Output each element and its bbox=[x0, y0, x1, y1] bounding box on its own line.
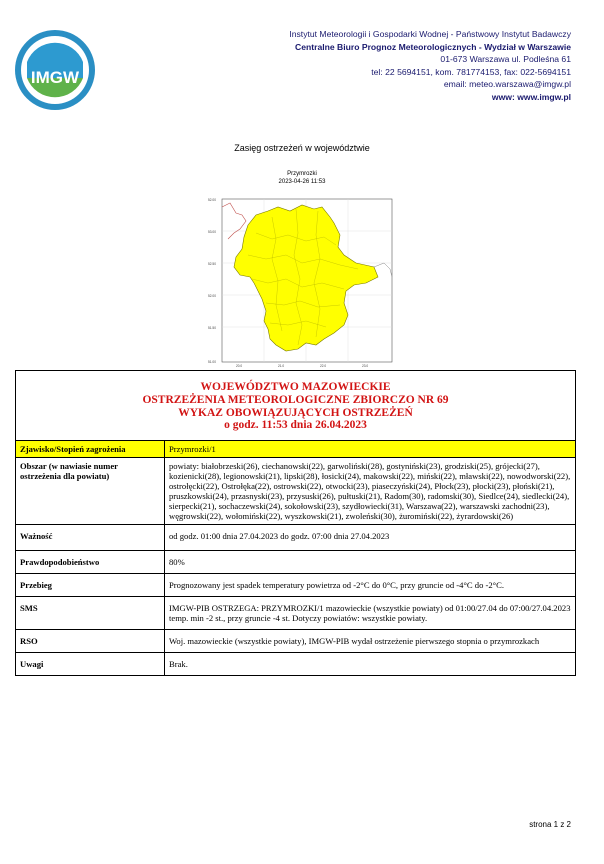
page-number: strona 1 z 2 bbox=[529, 820, 571, 829]
svg-text:21.0: 21.0 bbox=[278, 364, 285, 368]
svg-text:22.0: 22.0 bbox=[320, 364, 327, 368]
svg-text:52.00: 52.00 bbox=[208, 294, 216, 298]
row-value: od godz. 01:00 dnia 27.04.2023 do godz. 07:00 dnia 27.04.2023 bbox=[165, 525, 576, 551]
address: 01-673 Warszawa ul. Podleśna 61 bbox=[440, 54, 571, 65]
row-value: Przymrozki/1 bbox=[165, 441, 576, 458]
row-value: IMGW-PIB OSTRZEGA: PRZYMROZKI/1 mazowieckie (wszystkie powiaty) od 01:00/27.04 do 07:00/27.04.2023 temp. min -2 st., przy gruncie -4 st. Dotyczy powiatów: wszystkie powiaty. bbox=[165, 597, 576, 630]
warning-table bbox=[15, 370, 576, 676]
svg-text:52.50: 52.50 bbox=[208, 262, 216, 266]
map-title: Przymrozki bbox=[287, 171, 317, 177]
row-label: Uwagi bbox=[16, 653, 165, 676]
row-value: Woj. mazowieckie (wszystkie powiaty), IMGW-PIB wydał ostrzeżenie pierwszego stopnia o przymrozkach bbox=[165, 630, 576, 653]
table-row bbox=[16, 630, 576, 653]
map-date: 2023-04-26 11:53 bbox=[278, 178, 326, 185]
title-list: WYKAZ OBOWIĄZUJĄCYCH OSTRZEŻEŃ bbox=[178, 406, 413, 419]
row-label: SMS bbox=[16, 597, 165, 630]
warning-title bbox=[16, 371, 576, 441]
svg-text:53.00: 53.00 bbox=[208, 230, 216, 234]
website[interactable]: www: www.imgw.pl bbox=[491, 91, 571, 102]
table-row bbox=[16, 551, 576, 574]
institute-name: Instytut Meteorologii i Gospodarki Wodnej - Państwowy Instytut Badawczy bbox=[289, 29, 571, 39]
title-voivodeship: WOJEWÓDZTWO MAZOWIECKIE bbox=[200, 381, 391, 393]
table-row bbox=[16, 597, 576, 630]
row-label: Zjawisko/Stopień zagrożenia bbox=[16, 441, 165, 458]
row-label: Obszar (w nawiasie numer ostrzeżenia dla powiatu) bbox=[16, 458, 165, 525]
title-warnings: OSTRZEŻENIA METEOROLOGICZNE ZBIORCZO NR 69 bbox=[142, 393, 449, 406]
table-row bbox=[16, 653, 576, 676]
office-name: Centralne Biuro Prognoz Meteorologicznych - Wydział w Warszawie bbox=[295, 41, 571, 52]
row-label: Prawdopodobieństwo bbox=[16, 551, 165, 574]
map-title-block bbox=[0, 171, 604, 186]
title-time: o godz. 11:53 dnia 26.04.2023 bbox=[224, 419, 367, 432]
table-row bbox=[16, 441, 576, 458]
row-label: Przebieg bbox=[16, 574, 165, 597]
table-row bbox=[16, 458, 576, 525]
svg-text:51.00: 51.00 bbox=[208, 360, 216, 364]
email[interactable]: email: meteo.warszawa@imgw.pl bbox=[443, 79, 571, 90]
row-value: powiaty: białobrzeski(26), ciechanowski(22), garwoliński(28), gostyniński(23), grodziski(25), grójecki(27), kozienicki(28), legionowski(21), lipski(28), łosicki(24), makowski(22), miński(22), mławski(22), nowodworski(22), ostrołęcki(22), Ostrołęka(22), ostrowski(22), otwocki(23), piaseczyński(24), Płock(23), płocki(23), płoński(21), pruszkowski(24), przasnyski(23), przysuski(26), pułtuski(21), Radom(30), radomski(30), Siedlce(24), siedlecki(24), sierpecki(21), sochaczewski(24), sokołowski(23), szydłowiecki(31), Warszawa(22), warszawski zachodni(23), węgrowski(22), wołomiński(22), wyszkowski(21), zwoleński(30), żuromiński(22), żyrardowski(26) bbox=[165, 458, 576, 525]
row-label: RSO bbox=[16, 630, 165, 653]
row-value: Brak. bbox=[165, 653, 576, 676]
svg-text:23.0: 23.0 bbox=[362, 364, 369, 368]
phone: tel: 22 5694151, kom. 781774153, fax: 022-5694151 bbox=[371, 66, 571, 77]
table-row bbox=[16, 574, 576, 597]
row-value: 80% bbox=[165, 551, 576, 574]
map-heading: Zasięg ostrzeżeń w województwie bbox=[234, 143, 370, 153]
table-row bbox=[16, 525, 576, 551]
institute-header bbox=[289, 28, 571, 104]
svg-text:52.00: 52.00 bbox=[208, 198, 216, 202]
svg-text:20.0: 20.0 bbox=[236, 364, 243, 368]
svg-text:51.50: 51.50 bbox=[208, 326, 216, 330]
warning-map bbox=[206, 193, 396, 368]
logo-text: IMGW bbox=[30, 68, 80, 87]
row-label: Ważność bbox=[16, 525, 165, 551]
imgw-logo bbox=[13, 28, 97, 112]
row-value: Prognozowany jest spadek temperatury powietrza od -2°C do 0°C, przy gruncie od -4°C do -2°C. bbox=[165, 574, 576, 597]
